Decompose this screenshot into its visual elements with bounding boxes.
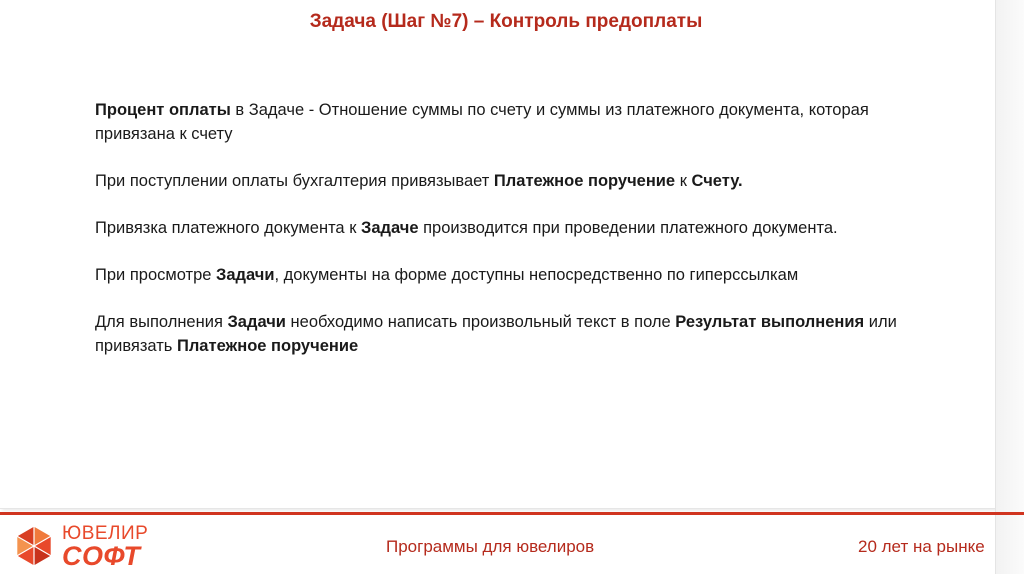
paragraph-document-binding <box>95 216 915 240</box>
bold-term: Платежное поручение <box>493 172 676 190</box>
bold-term: Задачи <box>227 313 286 331</box>
text-run: Привязка платежного документа к <box>95 219 361 237</box>
bold-term: Результат выполнения <box>675 313 865 331</box>
footer-years: 20 лет на рынке <box>858 537 985 556</box>
bold-term: Счету. <box>691 172 743 190</box>
footer-divider <box>0 512 1024 515</box>
text-run: Для выполнения <box>95 313 228 331</box>
text-run: , документы на форме доступны непосредственно по гиперссылкам <box>274 266 799 284</box>
text-run: к <box>675 172 692 190</box>
paragraph-task-completion <box>95 310 915 358</box>
paragraph-payment-percent <box>95 98 915 146</box>
hexagon-logo-icon <box>12 524 56 568</box>
footer-tagline: Программы для ювелиров <box>386 537 595 556</box>
text-run: производится при проведении платежного документа. <box>418 219 838 237</box>
text-run: При поступлении оплаты бухгалтерия привязывает <box>95 172 494 190</box>
page-fold <box>995 0 1024 574</box>
text-run: в Задаче - Отношение суммы по счету и суммы из платежного документа, которая привязана к счету <box>95 101 869 143</box>
logo-text-bottom: СОФТ <box>62 541 141 571</box>
bold-term: Процент оплаты <box>95 101 231 119</box>
paragraph-payment-binding <box>95 169 915 193</box>
paragraph-task-view <box>95 263 915 287</box>
company-logo <box>12 522 182 570</box>
text-run: или привязать <box>95 313 897 355</box>
logo-text-top: ЮВЕЛИР <box>62 523 149 544</box>
slide-title: Задача (Шаг №7) – Контроль предоплаты <box>309 11 703 32</box>
bold-term: Задачи <box>216 266 275 284</box>
slide-content <box>95 98 915 381</box>
text-run: необходимо написать произвольный текст в поле <box>285 313 676 331</box>
bold-term: Платежное поручение <box>176 337 359 355</box>
text-run: При просмотре <box>95 266 217 284</box>
bold-term: Задаче <box>361 219 419 237</box>
